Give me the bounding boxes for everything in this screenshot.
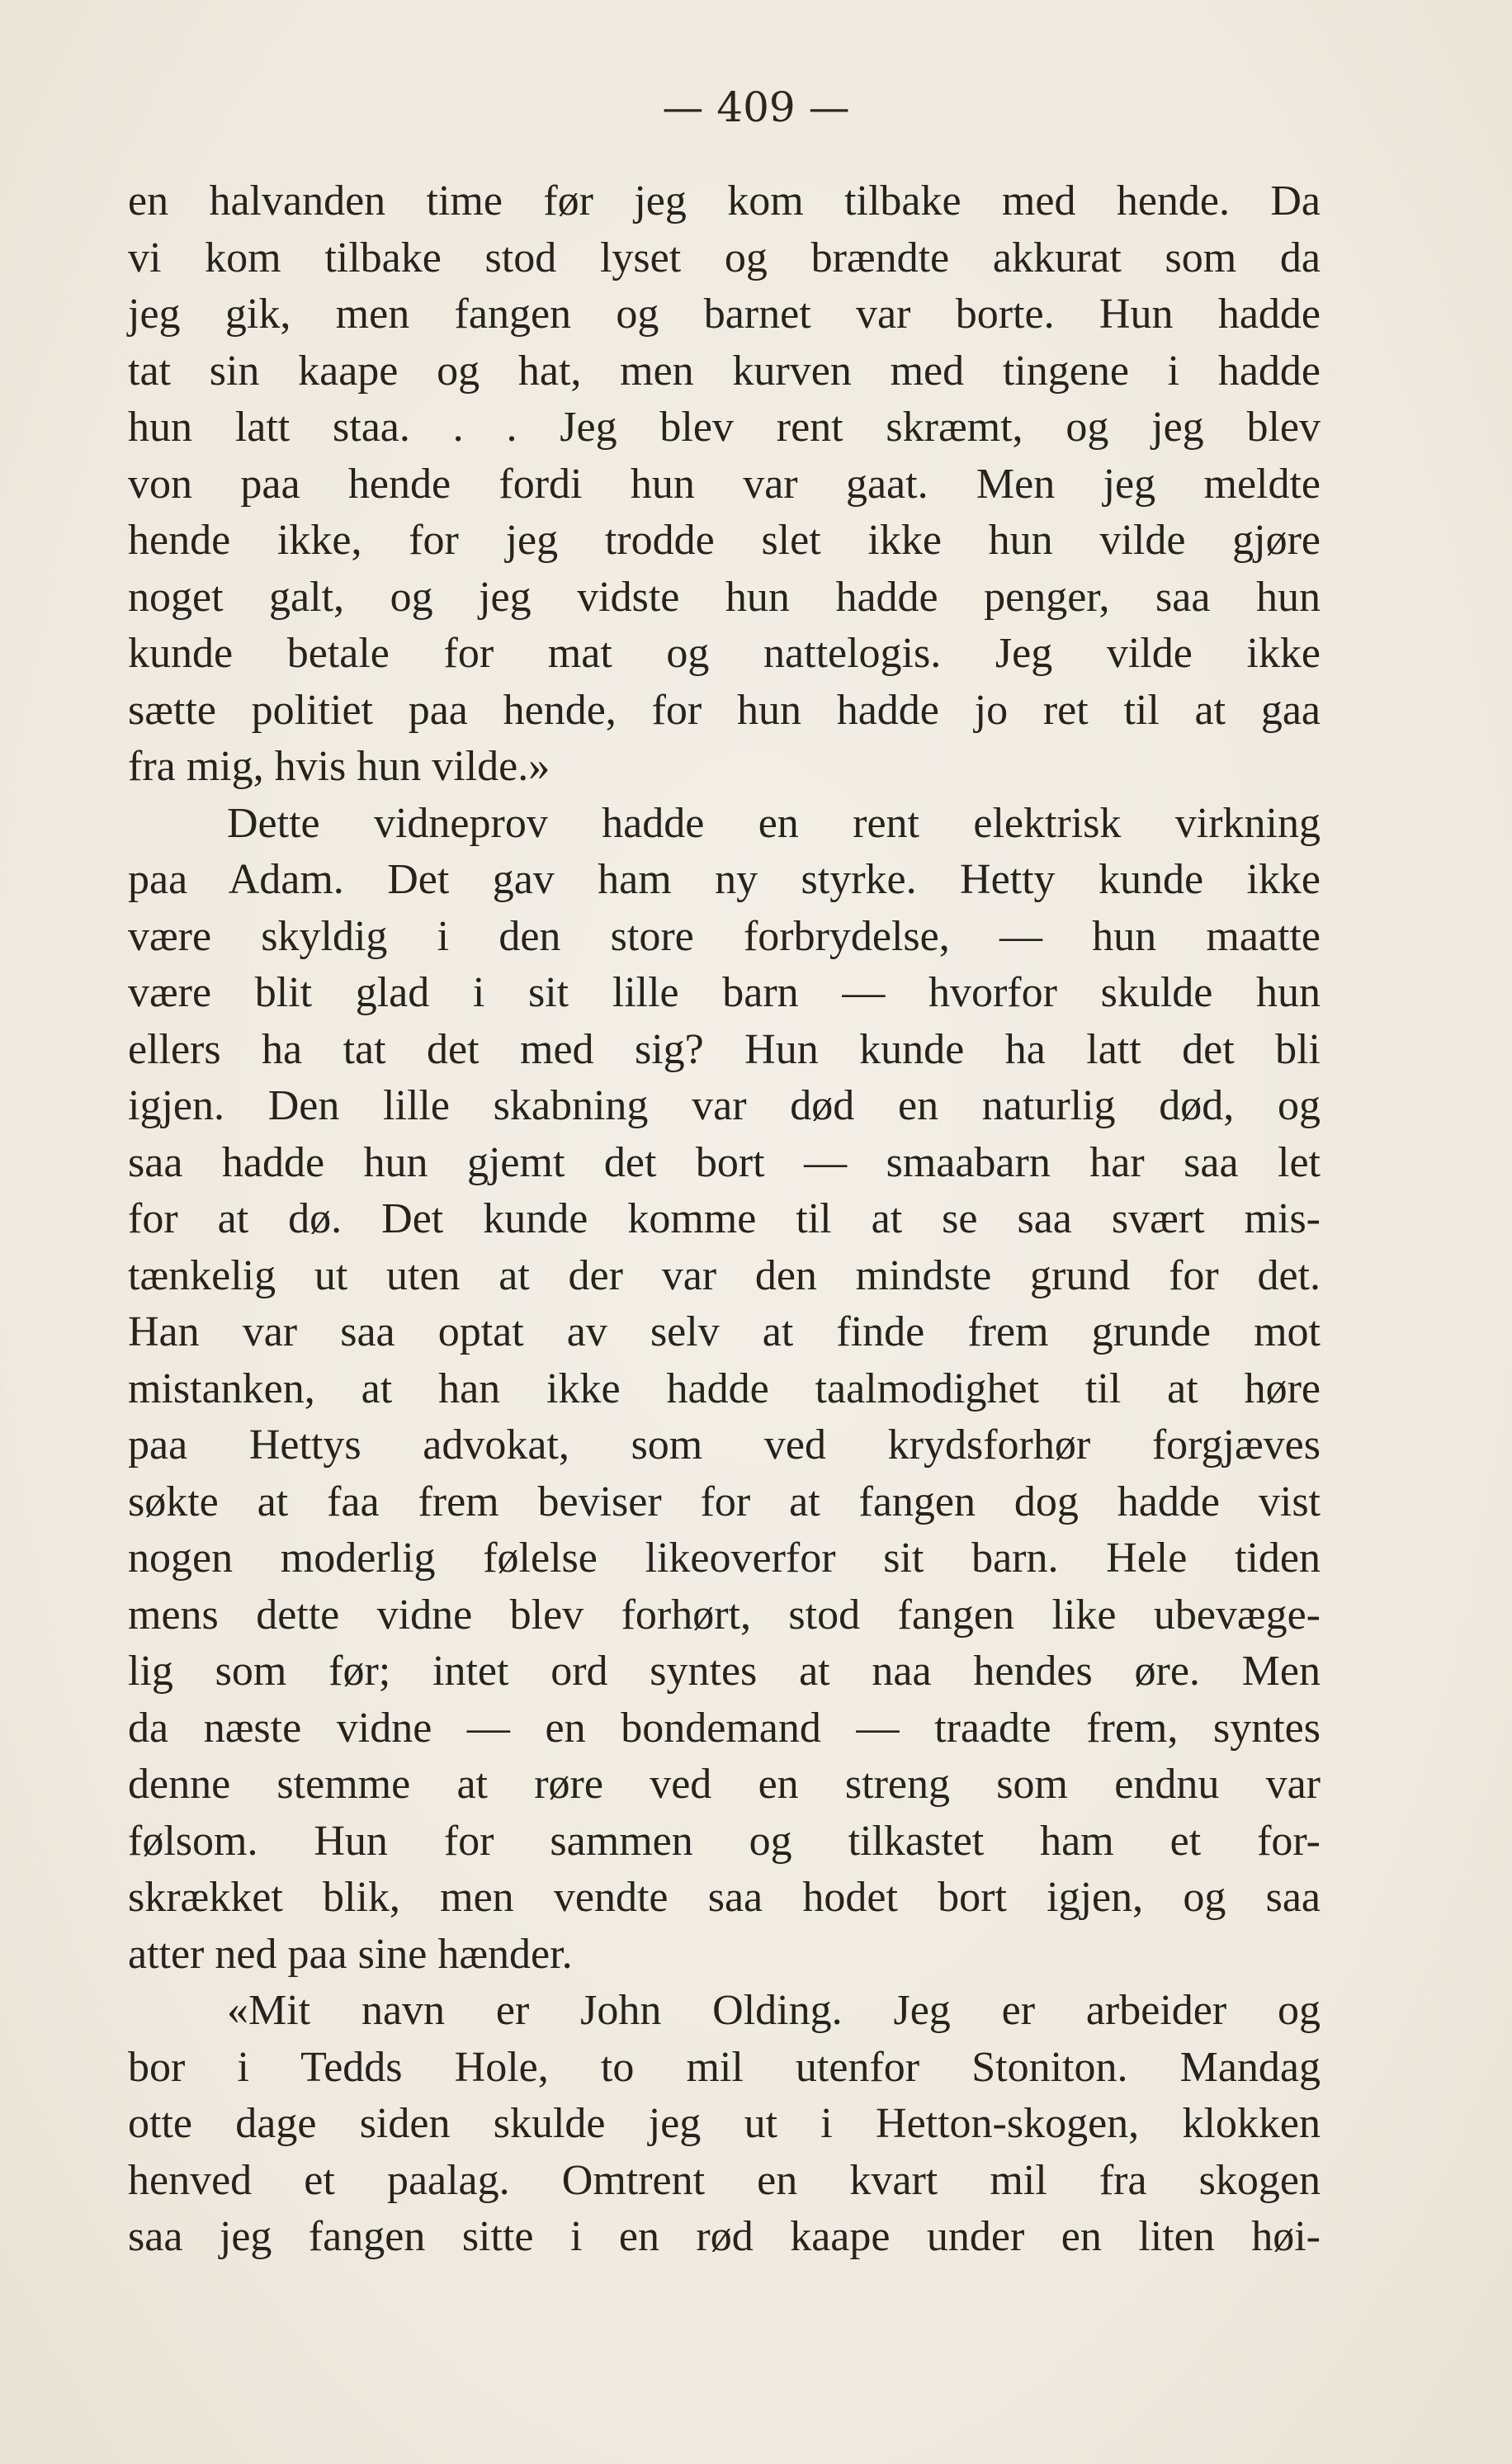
text-line: jeg gik, men fangen og barnet var borte. Hun hadde	[128, 291, 1321, 338]
text-line: fra mig, hvis hun vilde.»	[128, 743, 550, 790]
text-line: igjen. Den lille skabning var død en naturlig død, og	[128, 1082, 1321, 1129]
text-line: mistanken, at han ikke hadde taalmodighet til at høre	[128, 1364, 1321, 1412]
text-line: Han var saa optat av selv at finde frem grunde mot	[128, 1308, 1321, 1355]
text-line: søkte at faa frem beviser for at fangen dog hadde vist	[128, 1478, 1321, 1525]
body-text	[128, 173, 1321, 2266]
text-line: følsom. Hun for sammen og tilkastet ham et for-	[128, 1817, 1321, 1865]
text-line: være skyldig i den store forbrydelse, — hun maatte	[128, 912, 1321, 960]
page-number: — 409 —	[662, 83, 850, 131]
text-line: være blit glad i sit lille barn — hvorfor skulde hun	[128, 969, 1321, 1016]
text-line: hun latt staa. . . Jeg blev rent skræmt, og jeg blev	[128, 404, 1321, 451]
text-line: denne stemme at røre ved en streng som endnu var	[128, 1761, 1321, 1808]
text-line: hende ikke, for jeg trodde slet ikke hun vilde gjøre	[128, 517, 1321, 564]
text-line: skrækket blik, men vendte saa hodet bort igjen, og saa	[128, 1874, 1321, 1921]
text-line: nogen moderlig følelse likeoverfor sit barn. Hele tiden	[128, 1535, 1321, 1582]
text-line: Dette vidneprov hadde en rent elektrisk virkning	[227, 799, 1321, 847]
text-line: lig som før; intet ord syntes at naa hendes øre. Men	[128, 1648, 1321, 1695]
text-line: otte dage siden skulde jeg ut i Hetton-skogen, klokken	[128, 2100, 1321, 2147]
text-line: mens dette vidne blev forhørt, stod fangen like ubevæge-	[128, 1591, 1321, 1639]
text-line: paa Adam. Det gav ham ny styrke. Hetty kunde ikke	[128, 856, 1321, 903]
text-line: saa jeg fangen sitte i en rød kaape under en liten høi-	[128, 2213, 1321, 2260]
text-line: bor i Tedds Hole, to mil utenfor Stoniton. Mandag	[128, 2043, 1321, 2091]
text-line: da næste vidne — en bondemand — traadte frem, syntes	[128, 1704, 1321, 1752]
text-line: kunde betale for mat og nattelogis. Jeg vilde ikke	[128, 630, 1321, 677]
text-line: tat sin kaape og hat, men kurven med tingene i hadde	[128, 347, 1321, 395]
text-line: for at dø. Det kunde komme til at se saa svært mis-	[128, 1195, 1321, 1242]
text-line: tænkelig ut uten at der var den mindste grund for det.	[128, 1251, 1321, 1299]
text-line: sætte politiet paa hende, for hun hadde jo ret til at gaa	[128, 686, 1321, 734]
text-line: atter ned paa sine hænder.	[128, 1930, 573, 1978]
text-line: henved et paalag. Omtrent en kvart mil fra skogen	[128, 2156, 1321, 2204]
text-line: saa hadde hun gjemt det bort — smaabarn har saa let	[128, 1138, 1321, 1186]
text-line: vi kom tilbake stod lyset og brændte akkurat som da	[128, 234, 1321, 281]
text-line: «Mit navn er John Olding. Jeg er arbeider og	[227, 1987, 1321, 2034]
text-line: noget galt, og jeg vidste hun hadde penger, saa hun	[128, 573, 1321, 621]
text-line: von paa hende fordi hun var gaat. Men jeg meldte	[128, 460, 1321, 508]
text-line: paa Hettys advokat, som ved krydsforhør forgjæves	[128, 1421, 1321, 1468]
text-line: en halvanden time før jeg kom tilbake med hende. Da	[128, 177, 1321, 225]
text-line: ellers ha tat det med sig? Hun kunde ha latt det bli	[128, 1025, 1321, 1073]
